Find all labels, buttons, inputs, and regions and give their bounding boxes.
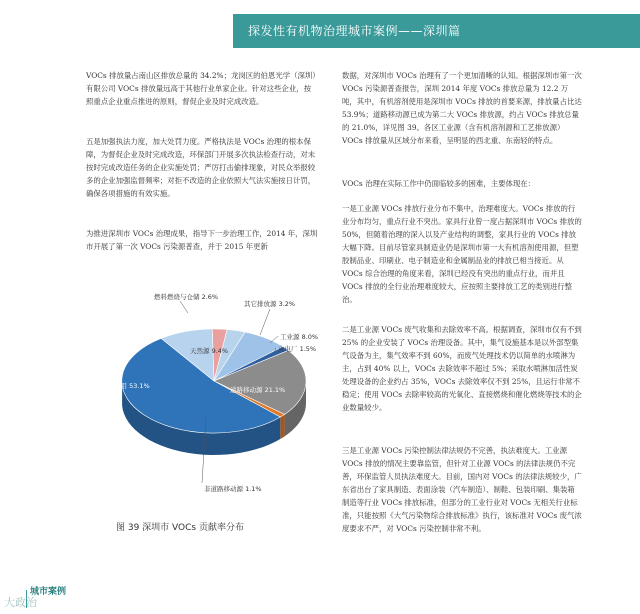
left-paragraph-3: 为推进深圳市 VOCs 治理成果，指导下一步治理工作，2014 年，深圳市开展了第一次 VOCs 污染源普查，并于 2015 年更新 [86,229,318,251]
watermark-text: 大政治 [4,596,37,609]
right-paragraph-5: 三是工业源 VOCs 污染控制法律法规仍不完善，执法难度大。工业源 VOCs 排放的情况主要靠监管，但针对工业源 VOCs 的法律法规仍不完善，环保监管人员执法难度大。目前，国内对 VOCs 的法律法规较少，广东省出台了家具制造、表面涂装（汽车制造）、制鞋、包装印刷、集装箱制造等行业 VOCs 排放标准，但部分的工业行业对 VOCs 无相关行业标准，只能按照《大气污染物综合排放标准》执行，该标准对 VOCs 废气浓度要求不严，对 VOCs 污染控制非常不利。 [342,446,582,533]
pie-label-道路移动源: 道路移动源 21.1% [230,386,286,394]
pie-label-工业源: 工业源 8.0% [280,333,319,341]
right-paragraph-2: VOCs 治理在实际工作中仍面临较多的困难，主要体现在： [342,179,536,188]
pie-chart [84,283,334,518]
pie-label-有机溶剂使用: 有机溶剂使用 53.1% [88,382,150,390]
left-paragraph-2: 五是加强执法力度，加大处罚力度。严格执法是 VOCs 治理的根本保障，为督促企业及时完成改造，环保部门开展多次执法检查行动，对未按时完成改造任务的企业实施处罚；严厉打击偷排现象，对民众举报较多的企业加强监督频率；对拒不改造的企业依照大气法实施按日计罚，确保各项措施的有效实施。 [86,137,316,198]
figure-caption: 图 39 深圳市 VOCs 贡献率分布 [116,523,244,533]
right-paragraph-3: 一是工业源 VOCs 排放行业分布不集中，治理难度大。VOCs 排放的行业分布均匀，重点行业不突出。家具行业曾一度占据深圳市 VOCs 排放的 50%，但随着治理的深入以及产业结构的调整，家具行业的 VOCs 排放大幅下降。目前尽管家具制造业仍是深圳市第一大有机溶剂使用源，但塑胶制品业、印刷业、电子制造业和金属制品业的排放已相当接近。从 VOCs 综合治理的角度来看，深圳已经没有突出的重点行业，而并且 VOCs 排放的全行业治理难度较大，应按照主要排放工艺的类别进行整治。 [342,204,582,304]
right-paragraph-1: 数据，对深圳市 VOCs 治理有了一个更加清晰的认知。根据深圳市第一次 VOCs 污染源普查报告，深圳 2014 年度 VOCs 排放总量为 12.2 万吨，其中，有机溶剂使用是深圳市 VOCs 排放的首要来源，排放量占比达 53.9%；道路移动源已成为第二大 VOCs 排放源，约占 VOCs 排放总量的 21.0%，详见图 39。各区工业源（含有机溶剂源和工艺排放源）VOCs 排放量从区域分布来看，呈明显的西北重、东南轻的特点。 [342,71,582,145]
pie-label-其它排放源: 其它排放源 3.2% [244,300,296,308]
page-header-title: 探发性有机物治理城市案例——深圳篇 [248,24,461,38]
pie-label-火电厂: 火电厂 1.5% [278,345,317,353]
pie-label-天然源: 天然源 9.4% [190,347,229,355]
footer-section-label: 城市案例 [30,587,67,597]
pie-side-非道路移动源 [280,414,284,439]
left-paragraph-1: VOCs 排放量占南山区排放总量的 34.2%；龙岗区的伯恩光学（深圳）有限公司 VOCs 排放量远高于其他行业单家企业。针对这些企业，按照重点企业重点推进的原则，督促企业及时完成改造。 [86,71,316,106]
pie-label-燃料燃烧与仓储: 燃料燃烧与仓储 2.6% [154,293,219,301]
right-paragraph-4: 二是工业源 VOCs 废气收集和去除效率不高。根据调查，深圳市仅有不到 25% 的企业安装了 VOCs 治理设备。其中，集气设施基本是以外部型集气设备为主，集气效率不到 60%，而废气处理技术仍以简单的水喷淋为主，占到 40% 以上，VOCs 去除效率不超过 5%；采取水喷淋加活性炭处理设备的企业约占 35%，VOCs 去除效率仅不到 25%，且运行非常不稳定；使用 VOCs 去除率较高的光氧化、直接燃烧和催化燃烧等技术的企业数量较少。 [342,325,582,412]
pie-leader-line [260,309,270,335]
pie-label-非道路移动源: 非道路移动源 1.1% [204,485,262,493]
pie-leader-line [180,301,188,313]
